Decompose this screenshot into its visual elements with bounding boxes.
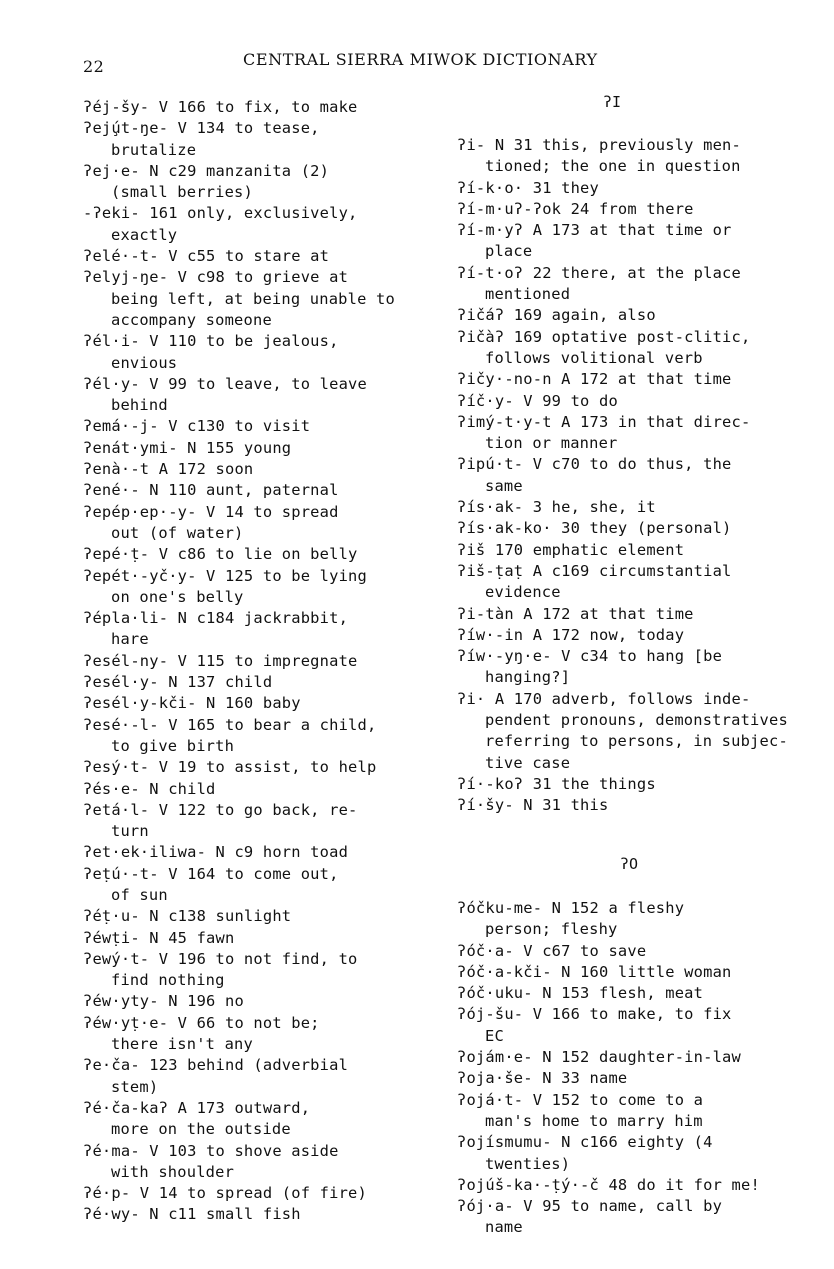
entry-headline: ʔés·e- N child <box>83 779 216 798</box>
entry-continuation: there isn't any <box>111 1035 253 1054</box>
entry-continuation: behind <box>111 396 168 415</box>
dictionary-entry <box>83 608 428 651</box>
dictionary-entry <box>83 566 428 609</box>
entry-headline: ʔetá·l- V 122 to go back, re- <box>83 800 358 819</box>
dictionary-entry <box>457 1175 827 1196</box>
entry-headline: ʔenát·ymi- N 155 young <box>83 438 292 457</box>
entry-headline: ʔi- N 31 this, previously men- <box>457 136 741 154</box>
entry-continuation: twenties) <box>485 1154 571 1173</box>
entry-continuation: to give birth <box>111 736 235 755</box>
dictionary-entry <box>457 305 827 326</box>
entry-headline: ʔí-m·yʔ A 173 at that time or <box>457 221 732 240</box>
dictionary-entry <box>457 604 827 625</box>
dictionary-entry <box>457 1047 827 1068</box>
entry-headline: ʔís·ak- 3 he, she, it <box>457 498 656 517</box>
entry-headline: ʔewý·t- V 196 to not find, to <box>83 949 358 968</box>
entry-headline: ʔiš-ṭaṭ A c169 circumstantial <box>457 561 732 580</box>
entry-headline: ʔóč·a- V c67 to save <box>457 941 647 960</box>
entry-headline: ʔépla·li- N c184 jackrabbit, <box>83 609 349 628</box>
entry-continuation: follows volitional verb <box>485 348 703 367</box>
dictionary-entry <box>457 561 827 604</box>
dictionary-entry <box>83 651 428 672</box>
dictionary-entry <box>83 374 428 417</box>
entry-headline: ʔej·e- N c29 manzanita (2) <box>83 161 330 180</box>
entry-headline: ʔojísmumu- N c166 eighty (4 <box>457 1133 713 1152</box>
dictionary-entry <box>83 672 428 693</box>
dictionary-entry <box>457 135 827 178</box>
entry-continuation: tioned; the one in question <box>485 157 741 176</box>
dictionary-entry <box>83 779 428 800</box>
entry-headline: ʔojám·e- N 152 daughter-in-law <box>457 1048 741 1067</box>
entry-headline: ʔené·- N 110 aunt, paternal <box>83 481 339 500</box>
dictionary-entry <box>457 220 827 263</box>
entry-headline: ʔi-tàn A 172 at that time <box>457 604 694 623</box>
entry-continuation: mentioned <box>485 285 571 304</box>
entry-headline: ʔesé·-l- V 165 to bear a child, <box>83 715 377 734</box>
dictionary-entry <box>83 97 428 118</box>
dictionary-entry <box>457 178 827 199</box>
entry-continuation: with shoulder <box>111 1162 235 1181</box>
entry-continuation: exactly <box>111 225 178 244</box>
entry-headline: ʔíw·-yŋ·e- V c34 to hang [be <box>457 647 723 666</box>
dictionary-entry <box>83 928 428 949</box>
entry-headline: ʔéj-šy- V 166 to fix, to make <box>83 98 358 116</box>
dictionary-entry <box>83 459 428 480</box>
entry-headline: ʔíw·-in A 172 now, today <box>457 625 685 644</box>
dictionary-entry <box>83 693 428 714</box>
entry-headline: ʔí-m·uʔ-ʔok 24 from there <box>457 199 694 218</box>
dictionary-entry <box>457 774 827 795</box>
dictionary-entry <box>83 544 428 565</box>
entry-headline: ʔelé·-t- V c55 to stare at <box>83 247 330 266</box>
dictionary-entry <box>83 1183 428 1204</box>
dictionary-entry <box>457 983 827 1004</box>
entry-continuation: (small berries) <box>111 183 253 202</box>
dictionary-entry <box>83 991 428 1012</box>
entry-headline: ʔéṭ·u- N c138 sunlight <box>83 907 292 926</box>
entry-headline: ʔéw·yṭ·e- V 66 to not be; <box>83 1013 320 1032</box>
entry-headline: ʔí-t·oʔ 22 there, at the place <box>457 263 741 282</box>
dictionary-entry <box>457 369 827 390</box>
dictionary-entry <box>83 1098 428 1141</box>
dictionary-entry <box>83 1013 428 1056</box>
dictionary-entry <box>457 1196 827 1239</box>
dictionary-entry <box>457 646 827 689</box>
entry-headline: ʔejú̧t-ŋe- V 134 to tease, <box>83 119 320 138</box>
section-heading-o: ʔO <box>620 855 639 873</box>
entry-headline: ʔoja·še- N 33 name <box>457 1069 628 1088</box>
section-i-entries <box>457 135 827 817</box>
dictionary-entry <box>457 540 827 561</box>
dictionary-entry <box>457 454 827 497</box>
dictionary-entry <box>457 263 827 306</box>
dictionary-entry <box>457 518 827 539</box>
entry-continuation: hare <box>111 630 149 649</box>
entry-continuation: name <box>485 1218 523 1237</box>
entry-headline: ʔesél·y- N 137 child <box>83 673 273 692</box>
entry-headline: ʔí-k·o· 31 they <box>457 178 599 197</box>
entry-headline: ʔéwṭi- N 45 fawn <box>83 928 235 947</box>
dictionary-entry <box>83 864 428 907</box>
entry-continuation: evidence <box>485 583 561 602</box>
entry-continuation: place <box>485 242 533 261</box>
entry-continuation: out (of water) <box>111 523 244 542</box>
entry-headline: ʔesél·y-kči- N 160 baby <box>83 694 301 713</box>
entry-continuation: on one's belly <box>111 587 244 606</box>
entry-headline: ʔéw·yty- N 196 no <box>83 992 244 1011</box>
entry-continuation: hanging?] <box>485 668 571 687</box>
entry-headline: ʔé·ma- V 103 to shove aside <box>83 1141 339 1160</box>
dictionary-entry <box>457 412 827 455</box>
dictionary-entry <box>83 161 428 204</box>
entry-headline: ʔél·i- V 110 to be jealous, <box>83 332 339 351</box>
dictionary-entry <box>83 331 428 374</box>
entry-continuation: person; fleshy <box>485 920 618 939</box>
entry-headline: ʔepét·-yč·y- V 125 to be lying <box>83 566 367 585</box>
entry-headline: -ʔeki- 161 only, exclusively, <box>83 204 358 223</box>
entry-headline: ʔiš 170 emphatic element <box>457 540 685 559</box>
dictionary-entry <box>83 906 428 927</box>
dictionary-entry <box>83 1141 428 1184</box>
dictionary-entry <box>83 757 428 778</box>
entry-continuation: more on the outside <box>111 1120 291 1139</box>
entry-continuation: pendent pronouns, demonstratives referring to persons, in subjec- tive case <box>485 711 788 772</box>
dictionary-entry <box>457 898 827 941</box>
entry-headline: ʔemá·-j- V c130 to visit <box>83 417 311 436</box>
left-column <box>83 97 428 1226</box>
dictionary-entry <box>83 246 428 267</box>
dictionary-entry <box>457 625 827 646</box>
entry-headline: ʔé·ča-kaʔ A 173 outward, <box>83 1098 311 1117</box>
entry-continuation: being left, at being unable to accompany someone <box>111 289 395 329</box>
entry-headline: ʔój·a- V 95 to name, call by <box>457 1197 723 1216</box>
entry-continuation: brutalize <box>111 140 197 159</box>
entry-headline: ʔój-šu- V 166 to make, to fix <box>457 1005 732 1024</box>
entry-headline: ʔojúš-ka·-ṭý·-č 48 do it for me! <box>457 1175 760 1194</box>
entry-headline: ʔesél-ny- V 115 to impregnate <box>83 651 358 670</box>
entry-headline: ʔičáʔ 169 again, also <box>457 306 656 325</box>
entry-headline: ʔóč·a-kči- N 160 little woman <box>457 962 732 981</box>
dictionary-entry <box>83 715 428 758</box>
entry-headline: ʔipú·t- V c70 to do thus, the <box>457 455 732 474</box>
dictionary-entry <box>457 1090 827 1133</box>
entry-headline: ʔičàʔ 169 optative post-clitic, <box>457 327 751 346</box>
dictionary-entry <box>83 480 428 501</box>
dictionary-entry <box>457 391 827 412</box>
entry-headline: ʔepép·ep·-y- V 14 to spread <box>83 502 339 521</box>
dictionary-entry <box>457 962 827 983</box>
dictionary-entry <box>457 941 827 962</box>
entry-headline: ʔóč·uku- N 153 flesh, meat <box>457 984 704 1003</box>
entry-headline: ʔojá·t- V 152 to come to a <box>457 1090 704 1109</box>
dictionary-entry <box>457 1068 827 1089</box>
entry-headline: ʔenà·-t A 172 soon <box>83 460 254 479</box>
entry-continuation: of sun <box>111 885 168 904</box>
entry-headline: ʔé·wy- N c11 small fish <box>83 1205 301 1224</box>
entry-headline: ʔet·ek·iliwa- N c9 horn toad <box>83 843 349 862</box>
section-o-entries <box>457 898 827 1239</box>
entry-headline: ʔepé·ṭ- V c86 to lie on belly <box>83 545 358 564</box>
dictionary-entry <box>83 949 428 992</box>
entry-headline: ʔí·-koʔ 31 the things <box>457 774 656 793</box>
entry-continuation: man's home to marry him <box>485 1111 703 1130</box>
dictionary-entry <box>83 1204 428 1225</box>
entry-headline: ʔičy·-no-n A 172 at that time <box>457 370 732 389</box>
entry-headline: ʔelyj-ŋe- V c98 to grieve at <box>83 268 349 287</box>
entry-headline: ʔesý·t- V 19 to assist, to help <box>83 758 377 777</box>
dictionary-entry <box>83 502 428 545</box>
dictionary-entry <box>457 327 827 370</box>
entry-continuation: envious <box>111 353 178 372</box>
entry-continuation: find nothing <box>111 971 225 990</box>
dictionary-entry <box>457 497 827 518</box>
dictionary-entry <box>457 199 827 220</box>
section-heading-i: ʔI <box>603 93 622 111</box>
entry-continuation: stem) <box>111 1077 159 1096</box>
running-head-title: CENTRAL SIERRA MIWOK DICTIONARY <box>243 50 598 69</box>
entry-headline: ʔimý-t·y-t A 173 in that direc- <box>457 412 751 431</box>
dictionary-entry <box>83 203 428 246</box>
entry-headline: ʔeṭú·-t- V 164 to come out, <box>83 864 339 883</box>
entry-continuation: tion or manner <box>485 434 618 453</box>
dictionary-entry <box>457 795 827 816</box>
dictionary-entry <box>83 1055 428 1098</box>
entry-headline: ʔe·ča- 123 behind (adverbial <box>83 1056 349 1075</box>
dictionary-entry <box>83 416 428 437</box>
entry-headline: ʔí·šy- N 31 this <box>457 796 609 815</box>
entry-headline: ʔóčku-me- N 152 a fleshy <box>457 899 685 917</box>
dictionary-entry <box>457 1132 827 1175</box>
entry-headline: ʔíč·y- V 99 to do <box>457 391 618 410</box>
dictionary-entry <box>457 1004 827 1047</box>
dictionary-entry <box>83 438 428 459</box>
entry-continuation: same <box>485 476 523 495</box>
entry-headline: ʔé·p- V 14 to spread (of fire) <box>83 1184 367 1203</box>
page-number: 22 <box>83 57 105 76</box>
dictionary-entry <box>457 689 827 774</box>
entry-headline: ʔi· A 170 adverb, follows inde- <box>457 689 751 708</box>
dictionary-entry <box>83 118 428 161</box>
dictionary-entry <box>83 267 428 331</box>
entry-headline: ʔél·y- V 99 to leave, to leave <box>83 374 367 393</box>
entry-continuation: EC <box>485 1026 504 1045</box>
entry-continuation: turn <box>111 822 149 841</box>
dictionary-entry <box>83 842 428 863</box>
entry-headline: ʔís·ak-ko· 30 they (personal) <box>457 519 732 538</box>
dictionary-entry <box>83 800 428 843</box>
